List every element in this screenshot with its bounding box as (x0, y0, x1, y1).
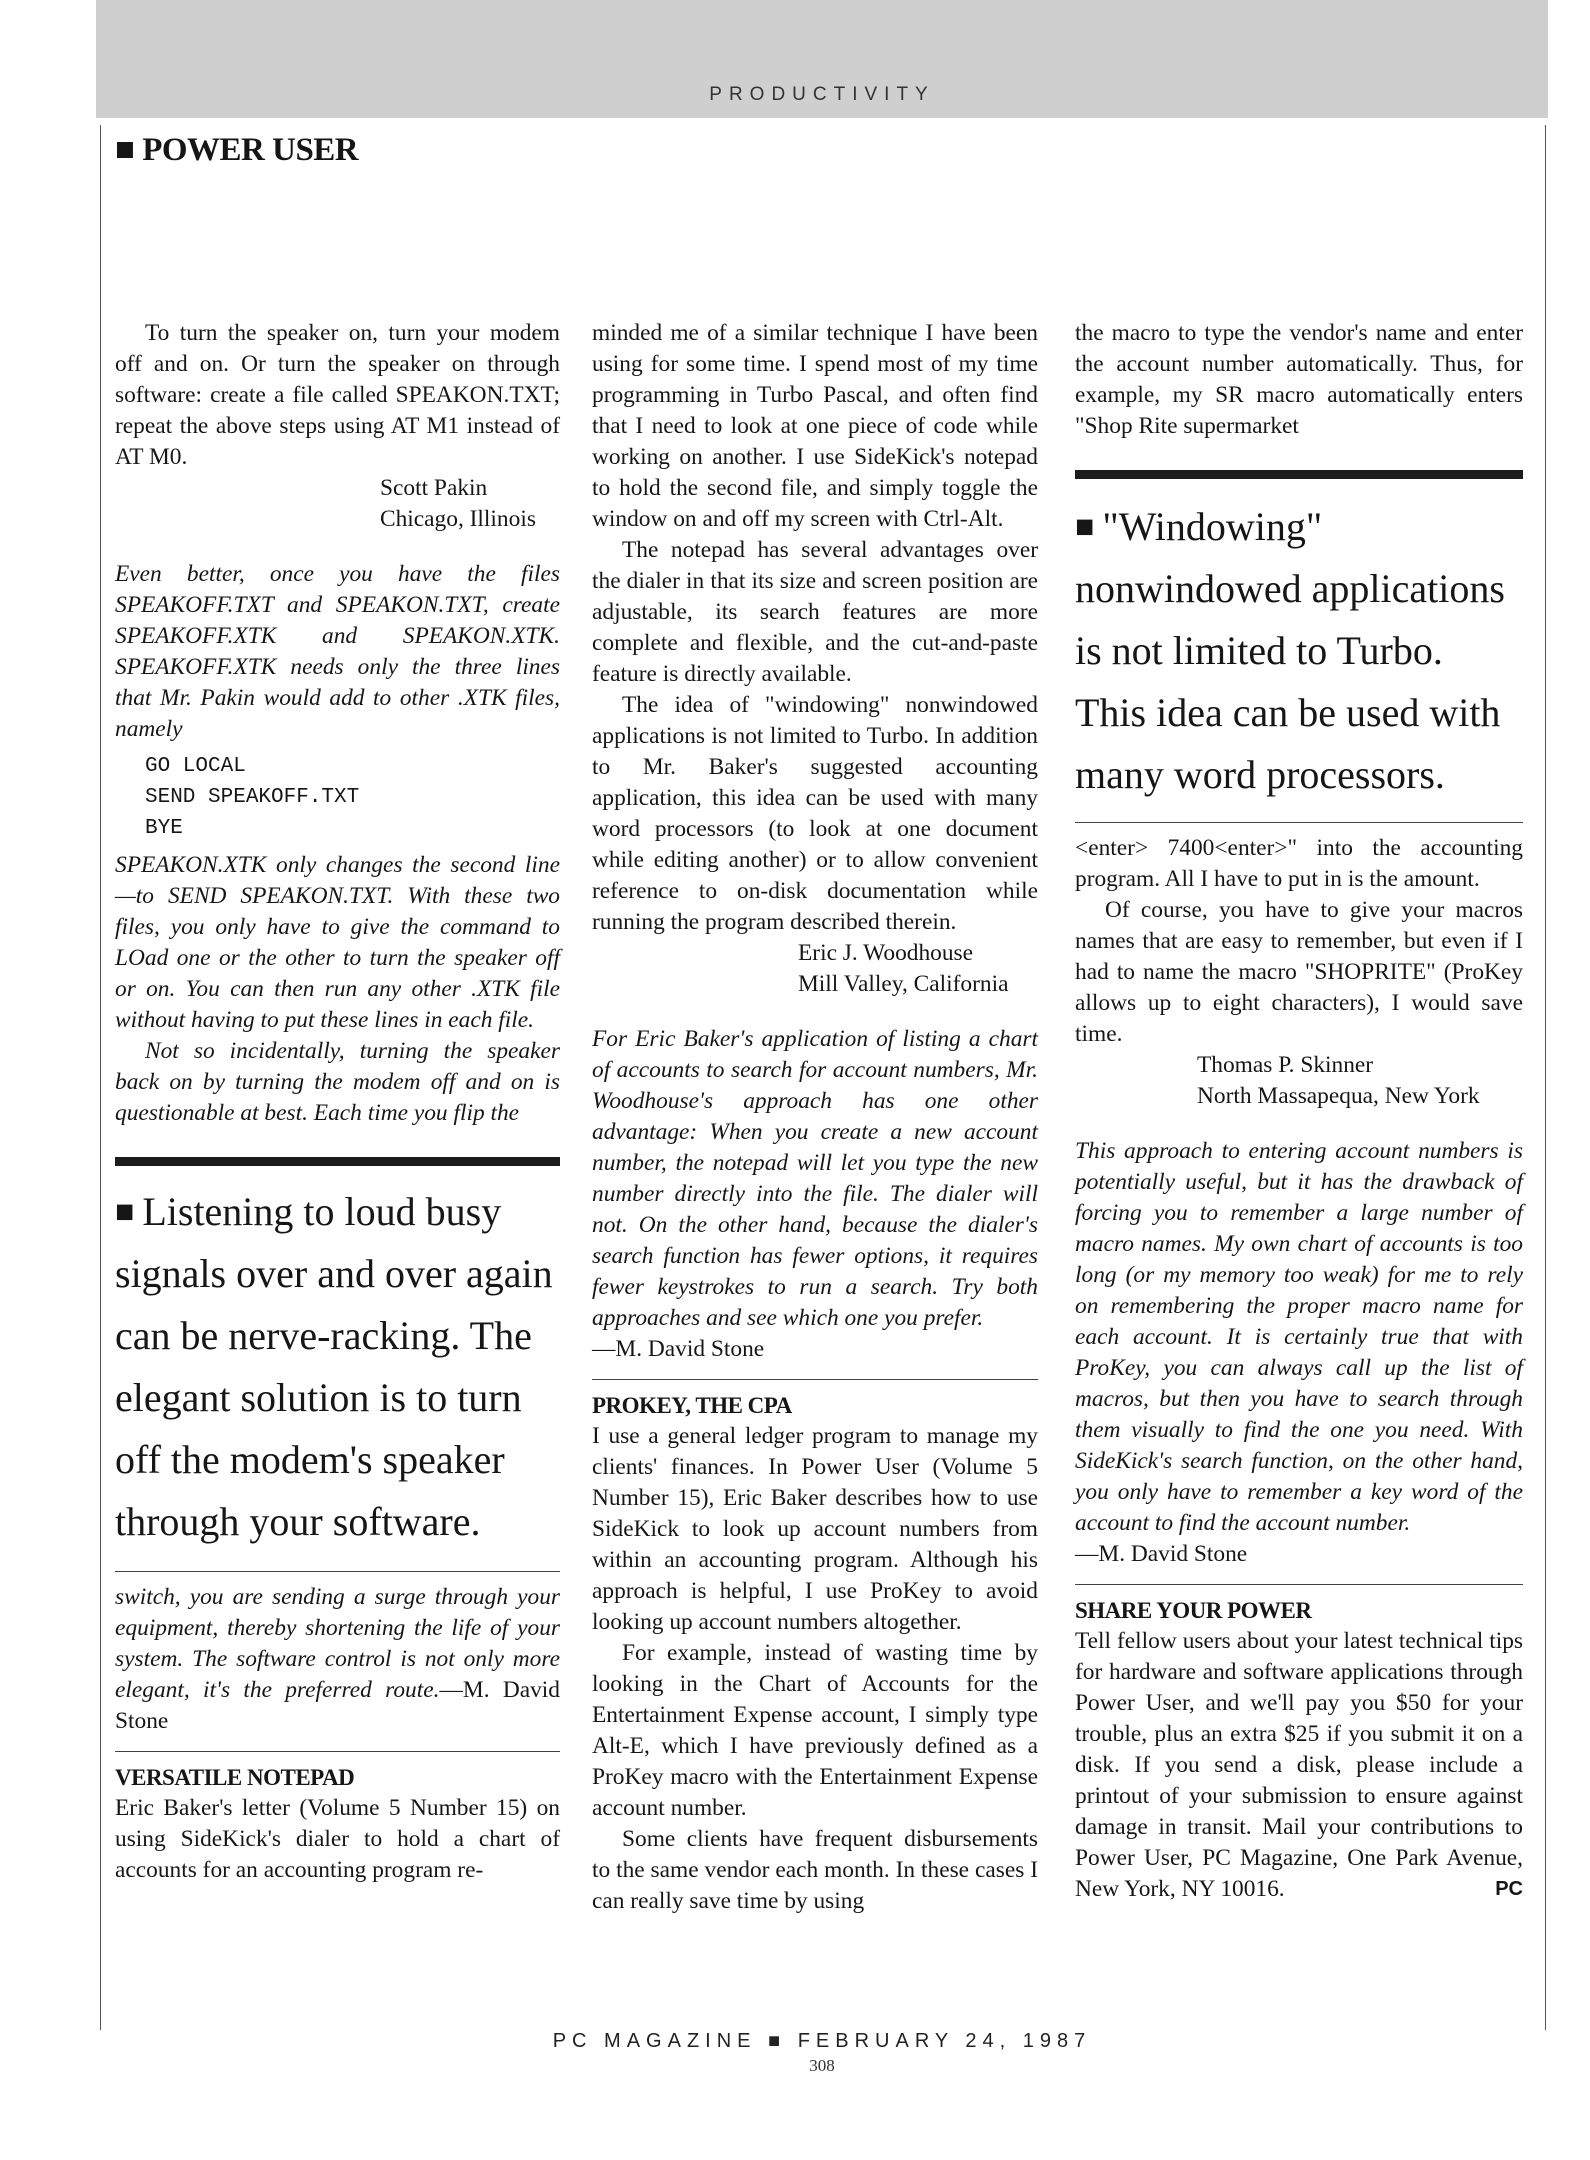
divider (115, 1571, 560, 1572)
editor-note: For Eric Baker's application of listing a chart of accounts to search for account numbers, Mr. Woodhouse's approach has one other advantage: When you create a new account number, the notepad will let you type the new number directly into the file. The dialer will not. On the other hand, because the dialer's search function has fewer options, it requires fewer keystrokes to run a search. Try both approaches and see which one you prefer. (592, 1026, 1038, 1331)
pull-quote-text: "Windowing" nonwindowed applications is not limited to Turbo. This idea can be used with many word processors. (1075, 504, 1505, 797)
col2-paragraph: For example, instead of wasting time by looking in the Chart of Accounts for the Entertainment Expense account, I simply type Alt-E, which I have previously defined as a ProKey macro with the Entertainment Expense account number. (592, 1640, 1038, 1821)
code-line: GO LOCAL (145, 755, 246, 778)
column-2 (592, 318, 1038, 1917)
signature-place: Chicago, Illinois (380, 506, 536, 532)
pull-quote-top-rule (115, 1157, 560, 1166)
signature-place: Mill Valley, California (798, 971, 1009, 997)
editor-signature: —M. David Stone (1075, 1541, 1248, 1567)
col2-paragraph: Some clients have frequent disbursements to the same vendor each month. In these cases I can really save time by using (592, 1826, 1038, 1914)
code-line: BYE (145, 817, 183, 840)
col3-paragraph: Of course, you have to give your macros names that are easy to remember, but even if I had to name the macro "SHOPRITE" (ProKey allows up to eight characters), I would save time. (1075, 897, 1523, 1047)
col2-paragraph: The idea of "windowing" nonwindowed applications is not limited to Turbo. In addition to Mr. Baker's suggested accounting application, this idea can be used with many word processors (to look at one document while editing another) or to allow convenient reference to on-disk documentation while running the program described therein. (592, 692, 1038, 935)
editor-note: Not so incidentally, turning the speaker back on by turning the modem off and on is questionable at best. Each time you flip the (115, 1038, 560, 1126)
editor-signature: —M. David Stone (592, 1336, 765, 1362)
code-line: SEND SPEAKOFF.TXT (145, 786, 360, 809)
pull-quote-text: Listening to loud busy signals over and over again can be nerve-racking. The elegant solution is to turn off the modem's speaker through your software. (115, 1189, 553, 1544)
page-title-text: POWER USER (142, 132, 359, 168)
pull-quote-top-rule (1075, 470, 1523, 479)
editor-note-text: switch, you are sending a surge through your equipment, thereby shortening the life of your system. The software control is not only more elegant, it's the preferred route. (115, 1584, 560, 1703)
editor-note: SPEAKON.XTK only changes the second line—to SEND SPEAKON.TXT. With these two files, you only have to give the command to LOad one or the other to turn the speaker off or on. You can then run any other .XTK file without having to put these lines in each file. (115, 852, 560, 1033)
section-heading: PROKEY, THE CPA (592, 1393, 792, 1418)
col1-paragraph: To turn the speaker on, turn your modem off and on. Or turn the speaker on through software: create a file called SPEAKON.TXT; repeat the above steps using AT M1 instead of AT M0. (115, 320, 560, 470)
column-3 (1075, 318, 1523, 1905)
col3-paragraph: the macro to type the vendor's name and enter the account number automatically. Thus, for example, my SR macro automatically enters "Shop Rite supermarket (1075, 320, 1523, 439)
pull-quote (115, 1166, 560, 1571)
divider (1075, 822, 1523, 823)
divider (115, 1751, 560, 1752)
col3-paragraph: <enter> 7400<enter>" into the accounting program. All I have to put in is the amount. (1075, 835, 1523, 892)
col1-paragraph: Eric Baker's letter (Volume 5 Number 15) on using SideKick's dialer to hold a chart of accounts for an accounting program re- (115, 1795, 560, 1883)
col3-paragraph-text: Tell fellow users about your latest technical tips for hardware and software applications through Power User, and we'll pay you $50 for your trouble, plus an extra $25 if you submit it on a disk. If you send a disk, please include a printout of your submission to ensure against damage in transit. Mail your contributions to Power User, PC Magazine, One Park Avenue, New York, NY 10016. (1075, 1628, 1523, 1902)
square-bullet-icon: ■ (115, 1193, 143, 1229)
signature-place: North Massapequa, New York (1197, 1083, 1480, 1109)
signature-name: Scott Pakin (380, 475, 488, 501)
end-mark-icon: PC (1495, 1878, 1523, 1900)
divider (592, 1379, 1038, 1380)
editor-note: This approach to entering account numbers is potentially useful, but it has the drawback of forcing you to remember a large number of macro names. My own chart of accounts is too long (or my memory too weak) for me to rely on remembering the proper macro name for each account. It is certainly true that with ProKey, you can always call up the list of macros, but then you have to search through them visually to find the one you need. With SideKick's search function, on the other hand, you only have to remember a key word of the account to find the account number. (1075, 1138, 1523, 1536)
editor-note (115, 1582, 560, 1737)
signature-name: Eric J. Woodhouse (798, 940, 974, 966)
square-bullet-icon: ■ (1075, 508, 1103, 544)
col2-paragraph: I use a general ledger program to manage my clients' finances. In Power User (Volume 5 Number 15), Eric Baker describes how to use SideKick to look up account numbers from within an accounting program. Although his approach is helpful, I use ProKey to avoid looking up account numbers altogether. (592, 1423, 1038, 1635)
square-bullet-icon: ■ (115, 132, 143, 168)
divider (1075, 1584, 1523, 1585)
col2-paragraph: The notepad has several advantages over the dialer in that its size and screen position are adjustable, its search features are more complete and flexible, and the cut-and-paste feature is directly available. (592, 537, 1038, 687)
col2-paragraph: minded me of a similar technique I have been using for some time. I spend most of my time programming in Turbo Pascal, and often find that I need to look at one piece of code while working on another. I use SideKick's notepad to hold the second file, and simply toggle the window on and off my screen with Ctrl-Alt. (592, 320, 1038, 532)
editor-note: Even better, once you have the files SPEAKOFF.TXT and SPEAKON.TXT, create SPEAKOFF.XTK and SPEAKON.XTK. SPEAKOFF.XTK needs only the three lines that Mr. Pakin would add to other .XTK files, namely (115, 561, 560, 742)
section-label: PRODUCTIVITY (709, 84, 935, 105)
page-number: 308 (809, 2056, 835, 2075)
editor-signature: —M. David Stone (115, 1677, 560, 1734)
section-heading: VERSATILE NOTEPAD (115, 1765, 355, 1790)
page-title (115, 132, 358, 169)
signature-name: Thomas P. Skinner (1197, 1052, 1374, 1078)
column-1 (115, 318, 560, 1886)
section-heading: SHARE YOUR POWER (1075, 1598, 1312, 1623)
pull-quote (1075, 479, 1523, 822)
footer-line: PC MAGAZINE ■ FEBRUARY 24, 1987 (552, 2030, 1092, 2052)
col3-paragraph (1075, 1626, 1523, 1905)
